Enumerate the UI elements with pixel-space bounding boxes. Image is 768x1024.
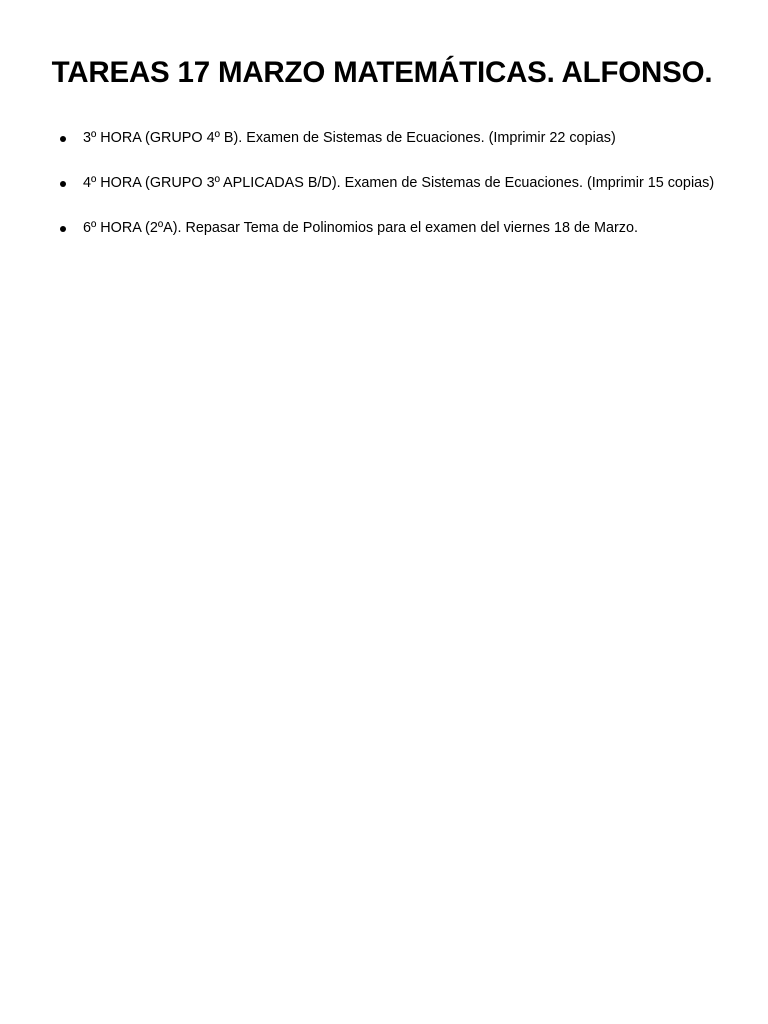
bullet-icon [60,136,66,142]
document-title: TAREAS 17 MARZO MATEMÁTICAS. ALFONSO. [51,56,713,89]
list-item [0,172,768,195]
list-item [0,217,768,240]
task-list [0,127,768,262]
task-text: 4º HORA (GRUPO 3º APLICADAS B/D). Examen de Sistemas de Ecuaciones. (Imprimir 15 copias) [83,175,715,191]
bullet-icon [60,181,66,187]
task-text: 6º HORA (2ºA). Repasar Tema de Polinomios para el examen del viernes 18 de Marzo. [83,220,638,236]
task-text: 3º HORA (GRUPO 4º B). Examen de Sistemas de Ecuaciones. (Imprimir 22 copias) [83,130,616,146]
list-item [0,127,768,150]
bullet-icon [60,226,66,232]
